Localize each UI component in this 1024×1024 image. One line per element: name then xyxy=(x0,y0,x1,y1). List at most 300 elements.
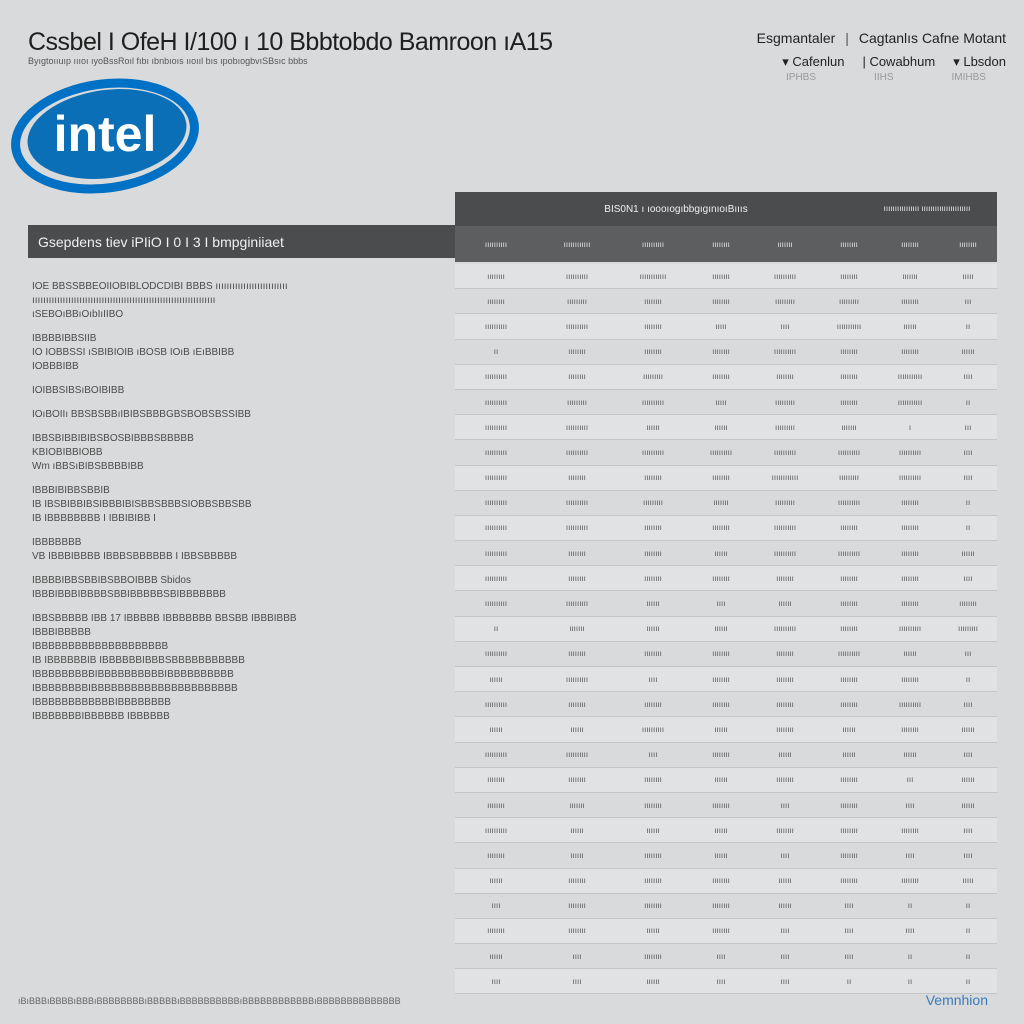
column-header: ıııııııı xyxy=(901,239,919,249)
table-cell: ıııııı xyxy=(842,724,856,734)
table-cell: ııııııııı xyxy=(774,296,795,306)
table-cell: ıııı xyxy=(716,599,726,609)
table-cell: ıııııııııı xyxy=(641,397,665,407)
table-cell: ıııııııııı xyxy=(565,422,589,432)
table-cell: ıııııııı xyxy=(568,649,586,659)
table-cell: ıııııııııı xyxy=(484,649,508,659)
table-cell: ıı xyxy=(907,976,913,986)
table-cell: ıııııı xyxy=(646,422,660,432)
table-cell: ıııııııııı xyxy=(484,372,508,382)
table-cell: ıııııııı xyxy=(776,699,794,709)
table-cell: ıııııııı xyxy=(644,473,662,483)
table-cell: ıııııııı xyxy=(712,473,730,483)
column-header: ıııııııı xyxy=(840,239,858,249)
page-title: Cssbel I OfeH I/100 ı 10 Bbbtobdo Bamroon ıA15 xyxy=(28,28,553,56)
table-row xyxy=(455,717,997,742)
table-cell: ıııı xyxy=(963,850,973,860)
table-cell: ıııııııı xyxy=(776,573,794,583)
table-cell: ıı xyxy=(907,951,913,961)
table-cell: ıııııııııı xyxy=(484,498,508,508)
spec-line: IBBBBBBBBBBBBBBBBBBBB xyxy=(32,641,169,652)
table-cell: ııı xyxy=(906,775,914,785)
table-cell: ıııııııııı xyxy=(773,548,797,558)
table-cell: ııııııı xyxy=(569,624,585,634)
table-cell: ııııı xyxy=(715,321,727,331)
column-header: ıııııııııııı xyxy=(563,239,591,249)
table-cell: ıııı xyxy=(905,800,915,810)
table-cell: ıııııııı xyxy=(712,674,730,684)
table-cell: ıııııııı xyxy=(568,573,586,583)
table-cell: ıııııııııı xyxy=(484,573,508,583)
table-cell: ıııııı xyxy=(714,825,728,835)
table-cell: ııııı xyxy=(962,876,974,886)
spec-line: ıSEBOıBBıOıbIıIIBO xyxy=(32,309,124,320)
spec-line: KBIOBIBBIOBB xyxy=(32,447,103,458)
spec-line: Wm ıBBSıBIBSBBBBIBB xyxy=(32,461,144,472)
table-cell: ıııı xyxy=(648,674,658,684)
nav-item-5[interactable]: ▾ Lbsdon xyxy=(953,54,1006,69)
table-row xyxy=(455,969,997,994)
table-cell: ıııııııııı xyxy=(773,271,797,281)
nav-item-1[interactable]: Esgmantaler xyxy=(756,30,836,46)
table-row xyxy=(455,264,997,289)
table-cell: ıııııı xyxy=(778,901,792,911)
table-cell: ıııııııııı xyxy=(484,397,508,407)
table-cell: ııııııııı xyxy=(774,498,795,508)
intel-logo xyxy=(10,76,200,196)
table-cell: ıııı xyxy=(648,750,658,760)
table-cell: ıııı xyxy=(716,976,726,986)
table-cell: ıııııııı xyxy=(840,397,858,407)
spec-line: IOE BBSSBBEOIIOBIBLODCDIBI BBBS ıııııııııııııııııııııııııı xyxy=(32,281,288,292)
table-cell: ıı xyxy=(965,901,971,911)
table-row xyxy=(455,667,997,692)
table-cell: ıııı xyxy=(491,976,501,986)
table-cell: ıııııı xyxy=(961,548,975,558)
table-cell: ıııııııı xyxy=(487,850,505,860)
table-cell: ıııııııııı xyxy=(837,498,861,508)
table-cell: ıııııııııı xyxy=(898,473,922,483)
table-cell: ıııııııııı xyxy=(773,624,797,634)
footer-brand[interactable]: Vemnhion xyxy=(925,992,988,1008)
table-cell: ıııııııııı xyxy=(565,599,589,609)
table-cell: ııııııııı xyxy=(957,624,978,634)
table-cell: ıııııııı xyxy=(840,876,858,886)
table-cell: ıııııııııı xyxy=(773,523,797,533)
table-cell: ıııııııı xyxy=(712,926,730,936)
table-cell: ıııııı xyxy=(961,724,975,734)
table-cell: ıııııııııı xyxy=(565,674,589,684)
table-cell: ıı xyxy=(965,926,971,936)
table-cell: ıııııı xyxy=(570,825,584,835)
table-cell: ıııııı xyxy=(961,775,975,785)
table-cell: ıııııııı xyxy=(712,271,730,281)
page-subtitle: Byıgtoııuıp ıııoı ıyoBssRoıƖ fıbı ıbnbıoıs ııoııƖ bıs ıpobıogbvıSBsıc bbbs xyxy=(28,56,308,66)
table-cell: ıııııııı xyxy=(901,573,919,583)
table-body xyxy=(455,264,997,994)
table-cell: ıııııııı xyxy=(776,649,794,659)
table-cell: ıııııııı xyxy=(901,876,919,886)
table-row xyxy=(455,768,997,793)
table-cell: ıııı xyxy=(716,951,726,961)
table-cell: ıııııı xyxy=(646,976,660,986)
table-cell: ııı xyxy=(964,422,972,432)
table-cell: ıııııııı xyxy=(568,775,586,785)
spec-line: IBBBBBBB xyxy=(32,537,82,548)
table-cell: ıııııııı xyxy=(840,523,858,533)
table-cell: ıııııııı xyxy=(712,347,730,357)
table-cell: ııııııııı xyxy=(774,422,795,432)
table-cell: ıııııııııı xyxy=(565,498,589,508)
line-gap xyxy=(32,422,392,432)
table-cell: ıııııııııı xyxy=(898,624,922,634)
table-cell: ıııııııııı xyxy=(898,699,922,709)
table-cell: ıııııııı xyxy=(568,699,586,709)
table-cell: ıııııı xyxy=(714,850,728,860)
table-cell: ıııııııı xyxy=(776,825,794,835)
table-cell: ıııııııı xyxy=(712,876,730,886)
line-gap xyxy=(32,474,392,484)
table-cell: ıııııııı xyxy=(840,599,858,609)
table-cell: ıııııııı xyxy=(568,372,586,382)
table-row xyxy=(455,743,997,768)
table-cell: ıııııı xyxy=(646,926,660,936)
table-cell: ı xyxy=(908,422,912,432)
table-cell: ıııııııı xyxy=(901,347,919,357)
table-cell: ıııııııı xyxy=(644,800,662,810)
table-cell: ıııııııı xyxy=(901,523,919,533)
table-row xyxy=(455,289,997,314)
table-cell: ıııııı xyxy=(903,649,917,659)
table-cell: ıııı xyxy=(963,372,973,382)
spec-line: IBBBBBBBIBBBBBB IBBBBBB xyxy=(32,711,170,722)
table-row xyxy=(455,692,997,717)
table-cell: ıııı xyxy=(844,926,854,936)
line-gap xyxy=(32,526,392,536)
table-cell: ıııııııı xyxy=(901,724,919,734)
table-cell: ıııııııı xyxy=(840,850,858,860)
table-cell: ıı xyxy=(965,498,971,508)
table-cell: ıııııııı xyxy=(901,296,919,306)
table-cell: ıııııııı xyxy=(568,876,586,886)
table-cell: ıııııııı xyxy=(644,321,662,331)
table-cell: ıııııııı xyxy=(840,800,858,810)
spec-line: IBBBBBBBBBIBBBBBBBBBBIBBBBBBBBBB xyxy=(32,669,234,680)
table-cell: ıııııııı xyxy=(840,624,858,634)
table-cell: ıııııı xyxy=(489,876,503,886)
table-cell: ıııııı xyxy=(961,347,975,357)
table-cell: ıı xyxy=(493,347,499,357)
line-gap xyxy=(32,322,392,332)
table-cell: ıııııııı xyxy=(840,347,858,357)
table-cell: ıııııı xyxy=(714,548,728,558)
table-cell: ıııııııııı xyxy=(641,724,665,734)
table-row xyxy=(455,340,997,365)
table-cell: ııııııı xyxy=(841,422,857,432)
table-cell: ıııııııııı xyxy=(484,422,508,432)
table-row xyxy=(455,516,997,541)
table-cell: ıııııııı xyxy=(901,548,919,558)
table-row xyxy=(455,365,997,390)
table-cell: ıııııııı xyxy=(712,573,730,583)
table-cell: ıııııııııı xyxy=(565,271,589,281)
table-cell: ıııııııı xyxy=(776,724,794,734)
table-cell: ıı xyxy=(846,976,852,986)
table-cell: ıııııııııı xyxy=(565,523,589,533)
table-cell: ıııııı xyxy=(714,422,728,432)
table-cell: ııııııııı xyxy=(642,372,663,382)
table-cell: ıııııııı xyxy=(568,901,586,911)
table-cell: ıııı xyxy=(780,926,790,936)
table-cell: ıııııııı xyxy=(901,674,919,684)
table-cell: ıııııııııı xyxy=(484,473,508,483)
table-cell: ııııııııı xyxy=(774,397,795,407)
table-cell: ıııııııı xyxy=(644,850,662,860)
table-cell: ıııııııııı xyxy=(565,321,589,331)
table-cell: ıııııııı xyxy=(644,649,662,659)
spec-line: IOIBBSIBSıBOIBIBB xyxy=(32,385,125,396)
table-cell: ıııı xyxy=(963,699,973,709)
table-cell: ıııııııı xyxy=(712,372,730,382)
table-cell: ııı xyxy=(964,296,972,306)
table-cell: ıııııııı xyxy=(487,296,505,306)
table-cell: ıııııııı xyxy=(959,599,977,609)
table-cell: ıııııııııı xyxy=(484,447,508,457)
table-cell: ıııııı xyxy=(489,674,503,684)
table-cell: ıııııııııı xyxy=(484,321,508,331)
spec-line: IBBBIBIBBSBBIB xyxy=(32,485,110,496)
table-cell: ıııı xyxy=(905,850,915,860)
table-cell: ıııııııııı xyxy=(709,447,733,457)
table-cell: ıııııııı xyxy=(644,876,662,886)
table-cell: ıııııııı xyxy=(644,775,662,785)
table-cell: ıııııııııı xyxy=(837,447,861,457)
table-cell: ıııı xyxy=(780,951,790,961)
table-row xyxy=(455,919,997,944)
table-row xyxy=(455,869,997,894)
table-cell: ıııııııııı xyxy=(565,750,589,760)
column-header: ııııııı xyxy=(777,239,793,249)
table-cell: ıııııııı xyxy=(487,926,505,936)
table-row xyxy=(455,843,997,868)
table-cell: ıııı xyxy=(780,976,790,986)
table-cell: ıııııııı xyxy=(840,775,858,785)
nav-item-2[interactable]: Cagtanlıs Cafne Motant xyxy=(858,30,1006,46)
table-cell: ıııııı xyxy=(646,624,660,634)
table-title-bar xyxy=(455,192,997,226)
table-cell: ıııı xyxy=(963,447,973,457)
table-cell: ııı xyxy=(964,649,972,659)
table-cell: ıııııııı xyxy=(901,599,919,609)
table-cell: ııııııı xyxy=(569,800,585,810)
table-cell: ıııı xyxy=(905,926,915,936)
nav-item-4[interactable]: | Cowabhum xyxy=(862,54,936,69)
table-cell: ıııııııı xyxy=(901,498,919,508)
table-cell: ıııııı xyxy=(714,724,728,734)
line-gap xyxy=(32,602,392,612)
table-cell: ıııııııı xyxy=(644,699,662,709)
table-row xyxy=(455,944,997,969)
table-cell: ıııııı xyxy=(570,850,584,860)
spec-line: IB IBBBBBBIB IBBBBBBIBBBSBBBBBBBBBBB xyxy=(32,655,245,666)
table-cell: ııııı xyxy=(715,397,727,407)
table-cell: ıııııı xyxy=(778,750,792,760)
spec-line: IBBBBIBBSIIB xyxy=(32,333,97,344)
table-cell: ıı xyxy=(965,951,971,961)
spec-line: IB IBBBBBBBB I IBBIBIBB I xyxy=(32,513,156,524)
table-cell: ıııı xyxy=(572,951,582,961)
table-cell: ııııııııı xyxy=(838,473,859,483)
table-cell: ıııııııı xyxy=(712,649,730,659)
table-cell: ıııııııı xyxy=(840,825,858,835)
table-cell: ıııııı xyxy=(842,750,856,760)
table-cell: ıııııı xyxy=(489,724,503,734)
table-cell: ıııııııııı xyxy=(484,523,508,533)
spec-line: IBBBIBBBIBBBBSBBIBBBBBSBIBBBBBBB xyxy=(32,589,226,600)
table-cell: ııııııııııı xyxy=(836,321,862,331)
table-row xyxy=(455,818,997,843)
column-header: ıııııııııı xyxy=(484,239,508,249)
table-cell: ıııııııı xyxy=(776,674,794,684)
table-cell: ııııııııııı xyxy=(897,397,923,407)
table-cell: ıııııııı xyxy=(840,674,858,684)
table-cell: ıııııııı xyxy=(712,296,730,306)
spec-line: IBBSBBBBB IBB 17 IBBBBB IBBBBBBB BBSBB IBBBIBBB xyxy=(32,613,297,624)
table-cell: ıııııııı xyxy=(644,296,662,306)
table-cell: ııııııııı xyxy=(642,498,663,508)
line-gap xyxy=(32,564,392,574)
table-cell: ıııııı xyxy=(903,750,917,760)
table-cell: ııııııı xyxy=(902,271,918,281)
table-cell: ıı xyxy=(965,397,971,407)
table-row xyxy=(455,591,997,616)
left-spec-list xyxy=(32,280,392,724)
table-row xyxy=(455,793,997,818)
nav-sub-3: IMIHBS xyxy=(951,72,986,83)
spec-line: IOıBOIIı BBSBSBBıIBIBSBBBGBSBOBSBSSIBB xyxy=(32,409,251,420)
table-cell: ıııııııııı xyxy=(484,699,508,709)
table-cell: ıııııııı xyxy=(487,800,505,810)
spec-line: VB IBBBIBBBB IBBBSBBBBBB I IBBSBBBBB xyxy=(32,551,238,562)
table-cell: ıııııııııı xyxy=(773,347,797,357)
table-cell: ıııı xyxy=(491,901,501,911)
spec-line: IBBSBIBBIBIBSBOSBIBBBSBBBBB xyxy=(32,433,194,444)
table-row xyxy=(455,415,997,440)
footer-text: ıBıBBBıBBBBıBBBıBBBBBBBBıBBBBBıBBBBBBBBBBıBBBBBBBBBBBBıBBBBBBBBBBBBBB xyxy=(18,996,401,1006)
table-cell: ıı xyxy=(907,901,913,911)
table-row xyxy=(455,617,997,642)
nav-item-3[interactable]: ▾ Cafenlun xyxy=(782,54,845,69)
table-cell: ııııııııııı xyxy=(897,372,923,382)
table-row xyxy=(455,642,997,667)
table-cell: ıııııııı xyxy=(644,901,662,911)
table-cell: ıııııııı xyxy=(568,347,586,357)
table-row xyxy=(455,894,997,919)
table-cell: ıııııı xyxy=(570,724,584,734)
table-cell: ııııııııı xyxy=(838,296,859,306)
table-cell: ıııııı xyxy=(714,775,728,785)
left-section-header: Gsepdens tiev iPIiO I 0 I 3 I bmpginiiaet xyxy=(28,225,456,258)
nav-sub-2: IIHS xyxy=(874,72,894,83)
table-cell: ıııııı xyxy=(489,951,503,961)
table-title-right: ıııııııııııııııı ıııııııııııııııııııııı xyxy=(883,204,971,213)
nav-sub-1: IPHBS xyxy=(786,72,817,83)
table-cell: ıııııııı xyxy=(644,548,662,558)
spec-line: IBBBBIBBSBBIBSBBOIBBB Sbidos xyxy=(32,575,191,586)
spec-line: IO IOBBSSI ıSBIBIOIB ıBOSB IOıB ıEıBBIBB xyxy=(32,347,235,358)
table-cell: ıııııııııı xyxy=(641,447,665,457)
table-cell: ıııııııııı xyxy=(484,599,508,609)
table-cell: ıııı xyxy=(572,976,582,986)
table-row xyxy=(455,466,997,491)
table-column-headers xyxy=(455,226,997,262)
table-cell: ıı xyxy=(965,321,971,331)
table-row xyxy=(455,390,997,415)
column-header: ıııııııı xyxy=(712,239,730,249)
column-header: ıııııııı xyxy=(959,239,977,249)
spec-line: IOBBBIBB xyxy=(32,361,79,372)
table-cell: ıııııı xyxy=(646,599,660,609)
table-cell: ıııııııııı xyxy=(484,750,508,760)
table-cell: ıııııııııı xyxy=(837,548,861,558)
table-cell: ıııııııı xyxy=(644,573,662,583)
spec-line: IBBBIBBBBB xyxy=(32,627,91,638)
table-row xyxy=(455,314,997,339)
table-cell: ıııııııııııı xyxy=(639,271,667,281)
table-cell: ıııııııı xyxy=(712,901,730,911)
table-row xyxy=(455,440,997,465)
table-cell: ıı xyxy=(965,523,971,533)
table-cell: ıııııııı xyxy=(644,951,662,961)
table-cell: ııııııııı xyxy=(566,397,587,407)
table-cell: ıııııııııı xyxy=(484,548,508,558)
table-cell: ıııııııı xyxy=(644,347,662,357)
table-cell: ıııııı xyxy=(903,321,917,331)
table-cell: ııııııı xyxy=(713,498,729,508)
spec-line: IB IBSBIBBIBSIBBBIBISBBSBBBSIOBBSBBSBB xyxy=(32,499,252,510)
table-cell: ıııı xyxy=(963,573,973,583)
table-cell: ıııııııııı xyxy=(773,447,797,457)
table-cell: ıııııııı xyxy=(901,825,919,835)
intel-logo-text: intel xyxy=(53,106,157,162)
table-cell: ıııııı xyxy=(778,599,792,609)
table-cell: ıııııııı xyxy=(712,800,730,810)
table-row xyxy=(455,566,997,591)
table-cell: ıııııı xyxy=(646,825,660,835)
table-cell: ıııı xyxy=(780,321,790,331)
table-cell: ıııııı xyxy=(961,800,975,810)
table-cell: ıııııııı xyxy=(568,473,586,483)
table-cell: ııııııııı xyxy=(566,296,587,306)
spec-line: IBBBBBBBBBBBBIBBBBBBBB xyxy=(32,697,171,708)
table-cell: ıııııııı xyxy=(776,372,794,382)
table-row xyxy=(455,491,997,516)
table-cell: ıııııııııı xyxy=(484,825,508,835)
table-cell: ıııı xyxy=(963,825,973,835)
table-cell: ıııııııı xyxy=(568,926,586,936)
table-row xyxy=(455,541,997,566)
table-cell: ıııııııı xyxy=(840,372,858,382)
table-cell: ıııııııı xyxy=(644,523,662,533)
table-cell: ıııı xyxy=(844,901,854,911)
top-nav: Esgmantaler | Cagtanlıs Cafne Motant ▾ Cafenlun | Cowabhum ▾ Lbsdon IPHBS IIHS IMIHBS xyxy=(756,30,1006,83)
line-gap xyxy=(32,398,392,408)
table-cell: ıııı xyxy=(780,800,790,810)
table-cell: ıııııııııı xyxy=(565,447,589,457)
table-cell: ıııııııı xyxy=(712,523,730,533)
table-title: BIS0N1 ı ıoooıogıbbgıgınıoıBıııs xyxy=(604,203,748,215)
table-cell: ıııııı xyxy=(778,876,792,886)
